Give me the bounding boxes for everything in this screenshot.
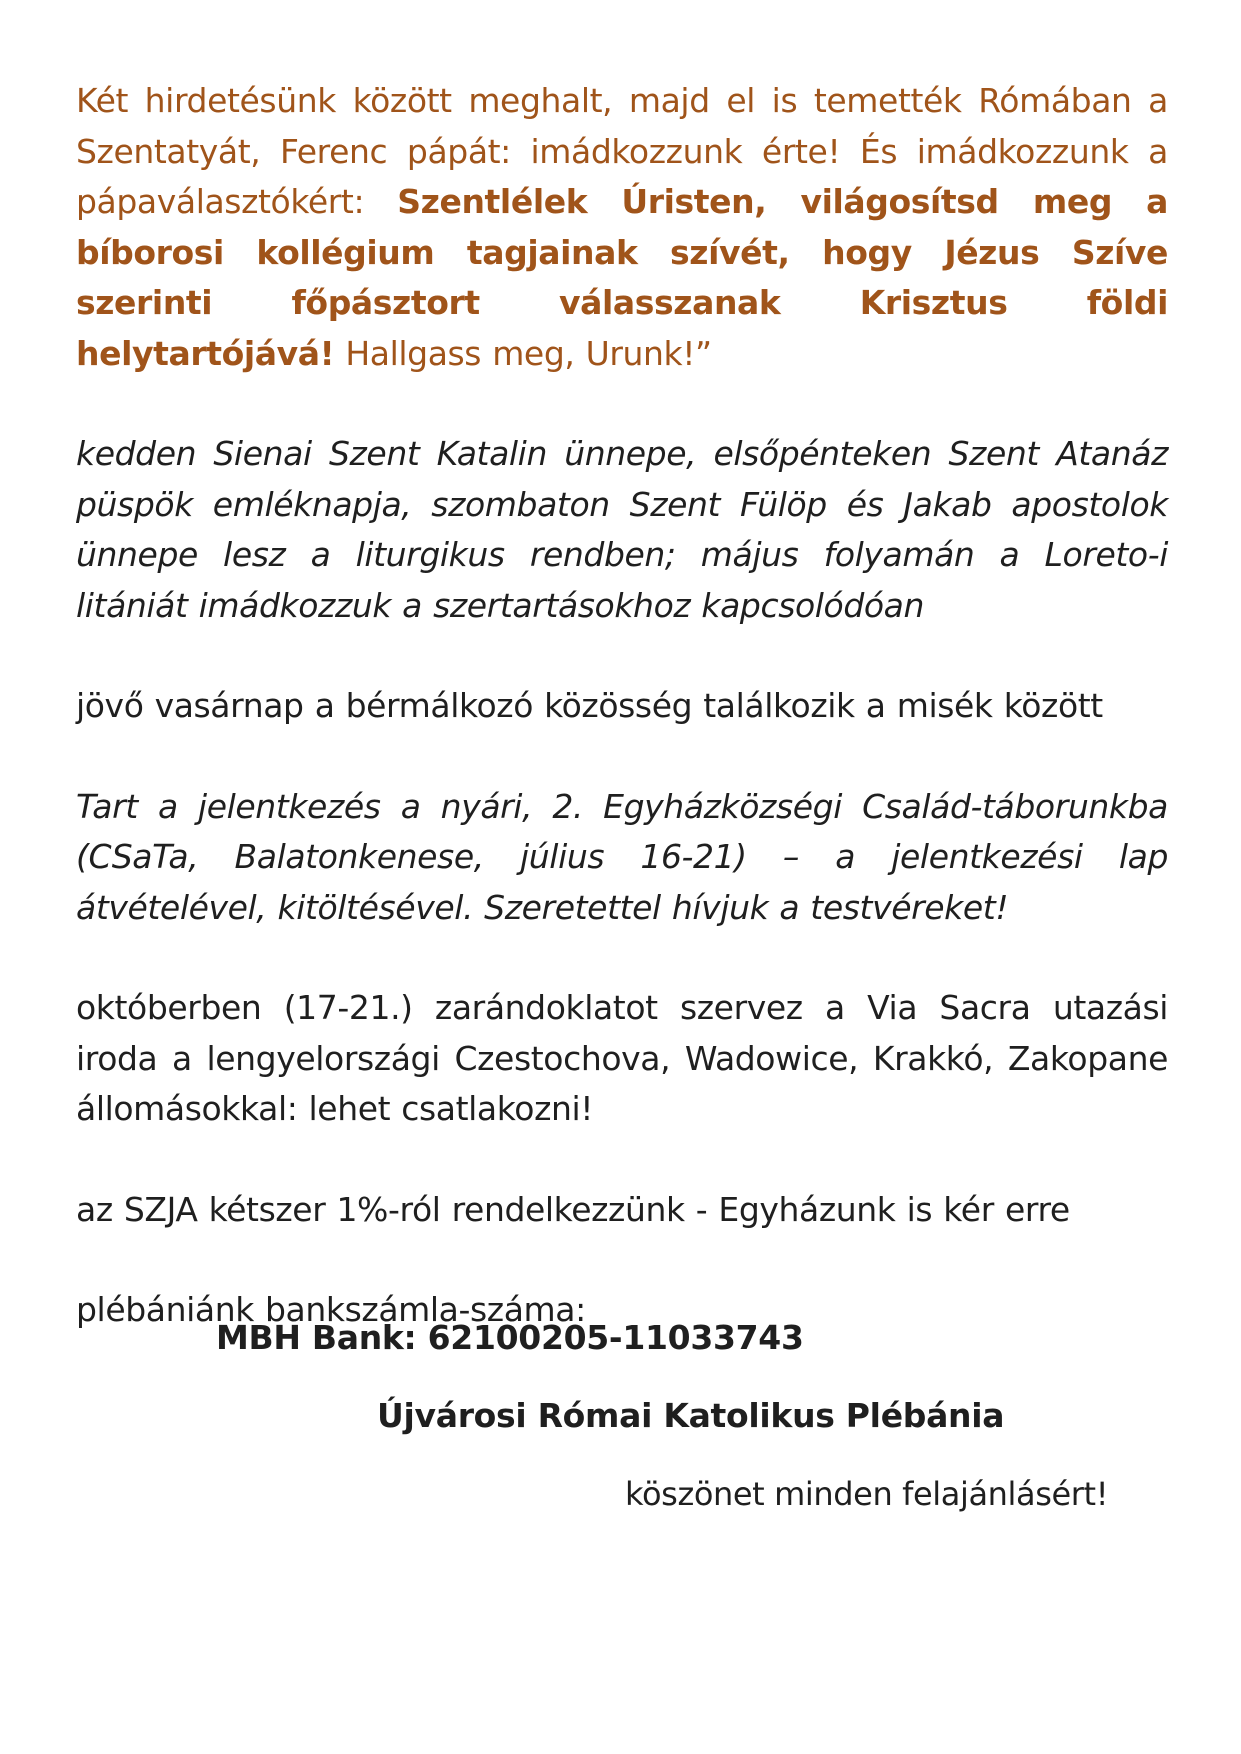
pilgrimage-paragraph: októberben (17-21.) zarándoklatot szervez a Via Sacra utazási iroda a lengyelországi Czestochova, Wadowice, Krakkó, Zakopane állomásokkal: lehet csatlakozni! bbox=[76, 988, 1168, 1128]
prayer-bold: Szentlélek Úristen, világosítsd meg a bíborosi kollégium tagjainak szívét, hogy Jézus Szíve szerinti főpásztort válasszanak Krisztus földi helytartójává! bbox=[76, 182, 1169, 373]
bank-intro: plébániánk bankszámla-száma: bbox=[76, 1290, 586, 1329]
confirmation-paragraph: jövő vasárnap a bérmálkozó közösség találkozik a misék között bbox=[76, 686, 1103, 725]
parish-name: Újvárosi Római Katolikus Plébánia bbox=[377, 1396, 1005, 1435]
thanks-note: köszönet minden felajánlásért! bbox=[625, 1475, 1109, 1513]
prayer-paragraph bbox=[76, 76, 1168, 379]
announcements-page bbox=[76, 76, 1168, 1336]
liturgy-paragraph: kedden Sienai Szent Katalin ünnepe, elsőpénteken Szent Atanáz püspök emléknapja, szombaton Szent Fülöp és Jakab apostolok ünnepe lesz a liturgikus rendben; május folyamán a Loreto-i litániát imádkozzuk a szertartásokhoz kapcsolódóan bbox=[76, 434, 1168, 625]
spacer bbox=[76, 732, 1168, 782]
spacer bbox=[76, 933, 1168, 983]
prayer-outro: Hallgass meg, Urunk!” bbox=[334, 333, 712, 373]
spacer bbox=[76, 631, 1168, 681]
spacer bbox=[76, 1235, 1168, 1285]
bank-account: MBH Bank: 62100205-11033743 bbox=[216, 1318, 804, 1357]
camp-paragraph: Tart a jelentkezés a nyári, 2. Egyházközségi Család-táborunkba (CSaTa, Balatonkenese, július 16-21) – a jelentkezési lap átvételével, kitöltésével. Szeretettel hívjuk a testvéreket! bbox=[76, 786, 1168, 927]
spacer bbox=[76, 379, 1168, 429]
prayer-intro: Két hirdetésünk között meghalt, majd el is temették Rómában a Szentatyát, Ferenc pápát: imádkozzunk érte! És imádkozzunk a pápaválasztókért: bbox=[76, 81, 1168, 221]
spacer bbox=[76, 1135, 1168, 1185]
tax-paragraph: az SZJA kétszer 1%-ról rendelkezzünk - Egyházunk is kér erre bbox=[76, 1189, 1070, 1229]
